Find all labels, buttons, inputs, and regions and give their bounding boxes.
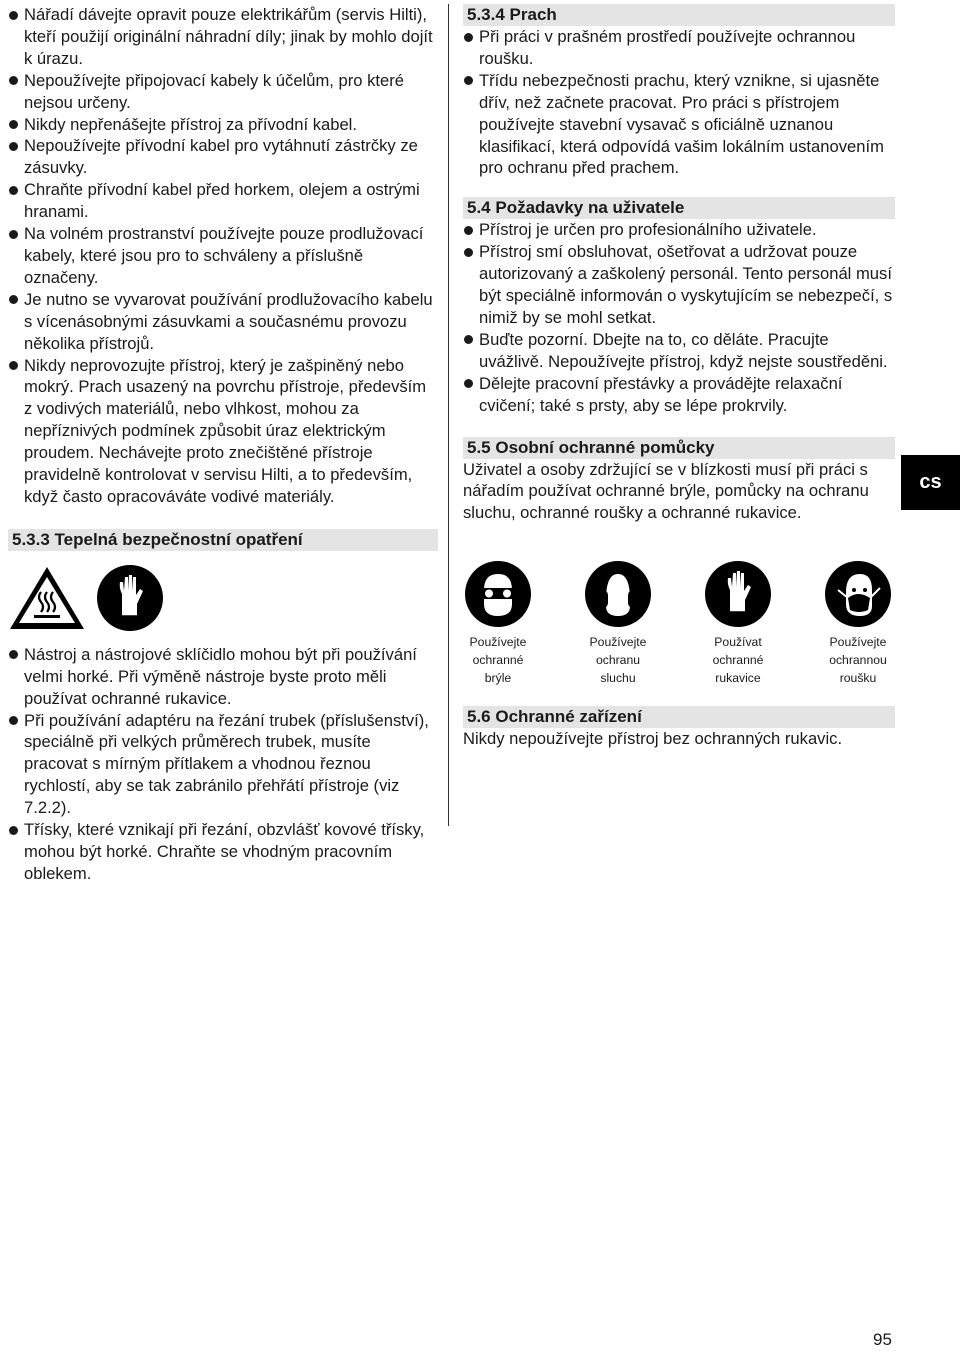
hot-surface-warning-icon (8, 564, 86, 632)
left-column (8, 4, 438, 885)
section-heading-5-4: 5.4 Požadavky na uživatele (463, 197, 895, 219)
wear-gloves-icon (96, 564, 164, 632)
ppe-ear-protection (566, 560, 670, 687)
section-heading-5-6: 5.6 Ochranné zařízení (463, 706, 895, 728)
ppe-mask (806, 560, 910, 687)
right-column (463, 4, 895, 750)
bullet-item: Nikdy nepřenášejte přístroj za přívodní kabel. (8, 114, 438, 136)
ppe-caption: Používejte ochranné brýle (469, 635, 527, 686)
language-tab: cs (901, 455, 960, 510)
bullet-item: Třísky, které vznikají při řezání, obzvlášť kovové třísky, mohou být horké. Chraňte se vhodným pracovním oblekem. (8, 819, 438, 885)
bullet-item: Nástroj a nástrojové sklíčidlo mohou být při používání velmi horké. Při výměně nástroje byste proto měli používat ochranné rukavice. (8, 644, 438, 710)
page-number: 95 (873, 1330, 892, 1349)
bullet-item: Při práci v prašném prostředí používejte ochrannou roušku. (463, 26, 895, 70)
bullet-item: Při používání adaptéru na řezání trubek (příslušenství), speciálně při velkých průměrech trubek, musíte pracovat s mírným přítlakem a vhodnou řeznou rychlostí, aby se tak zabránilo přehřátí přístroje (viz 7.2.2). (8, 710, 438, 820)
bullet-item: Chraňte přívodní kabel před horkem, olejem a ostrými hranami. (8, 179, 438, 223)
bullet-item: Buďte pozorní. Dbejte na to, co děláte. Pracujte uvážlivě. Nepoužívejte přístroj, když nejste soustředěni. (463, 329, 895, 373)
wear-mask-icon (824, 560, 892, 628)
section-heading-5-5: 5.5 Osobní ochranné pomůcky (463, 437, 895, 459)
column-divider (448, 4, 449, 826)
bullet-item: Přístroj smí obsluhovat, ošetřovat a udržovat pouze autorizovaný a zaškolený personál. Tento personál musí být speciálně informován o vyskytujícím se nebezpečí, s nimiž by se mohl setkat. (463, 241, 895, 329)
bullet-item: Nepoužívejte připojovací kabely k účelům, pro které nejsou určeny. (8, 70, 438, 114)
wear-ear-protection-icon (584, 560, 652, 628)
bullet-item: Na volném prostranství používejte pouze prodlužovací kabely, které jsou pro to schváleny a příslušně označeny. (8, 223, 438, 289)
bullet-item: Je nutno se vyvarovat používání prodlužovacího kabelu s vícenásobnými zásuvkami a současnému provozu několika přístrojů. (8, 289, 438, 355)
ppe-goggles (446, 560, 550, 687)
ppe-caption: Používejte ochrannou roušku (829, 635, 887, 686)
ppe-caption: Používat ochranné rukavice (712, 635, 764, 686)
bullet-item: Nepoužívejte přívodní kabel pro vytáhnutí zástrčky ze zásuvky. (8, 135, 438, 179)
section-text: Nikdy nepoužívejte přístroj bez ochranných rukavic. (463, 729, 843, 749)
ppe-icons (463, 560, 895, 688)
bullet-item: Dělejte pracovní přestávky a provádějte relaxační cvičení; také s prsty, aby se lépe prokrvily. (463, 373, 895, 417)
bullet-item: Třídu nebezpečnosti prachu, který vznikne, si ujasněte dřív, než začnete pracovat. Pro práci s přístrojem používejte stavební vysavač s oficiálně uznanou klasifikací, která odpovídá vašim lokálním ustanovením pro ochranu před prachem. (463, 70, 895, 180)
section-text: Uživatel a osoby zdržující se v blízkosti musí při práci s nářadím používat ochranné brýle, pomůcky na ochranu sluchu, ochranné roušky a ochranné rukavice. (463, 459, 869, 523)
ppe-caption: Používejte ochranu sluchu (589, 635, 647, 686)
section-heading-5-3-4: 5.3.4 Prach (463, 4, 895, 26)
bullet-item: Přístroj je určen pro profesionálního uživatele. (463, 219, 895, 241)
section-heading-5-3-3: 5.3.3 Tepelná bezpečnostní opatření (8, 529, 438, 551)
bullet-item: Nářadí dávejte opravit pouze elektrikářům (servis Hilti), kteří použijí originální náhradní díly; jinak by mohlo dojít k úrazu. (8, 4, 438, 70)
wear-goggles-icon (464, 560, 532, 628)
bullet-item: Nikdy neprovozujte přístroj, který je zašpiněný nebo mokrý. Prach usazený na povrchu přístroje, především z vodivých materiálů, nebo vlhkost, mohou za nepříznivých podmínek způsobit úraz elektrickým proudem. Nechávejte proto znečištěné přístroje pravidelně kontrolovat v servisu Hilti, a to především, když často opracováváte vodivé materiály. (8, 355, 438, 508)
wear-gloves-icon (704, 560, 772, 628)
thermal-safety-icons (8, 564, 438, 632)
ppe-gloves (686, 560, 790, 687)
